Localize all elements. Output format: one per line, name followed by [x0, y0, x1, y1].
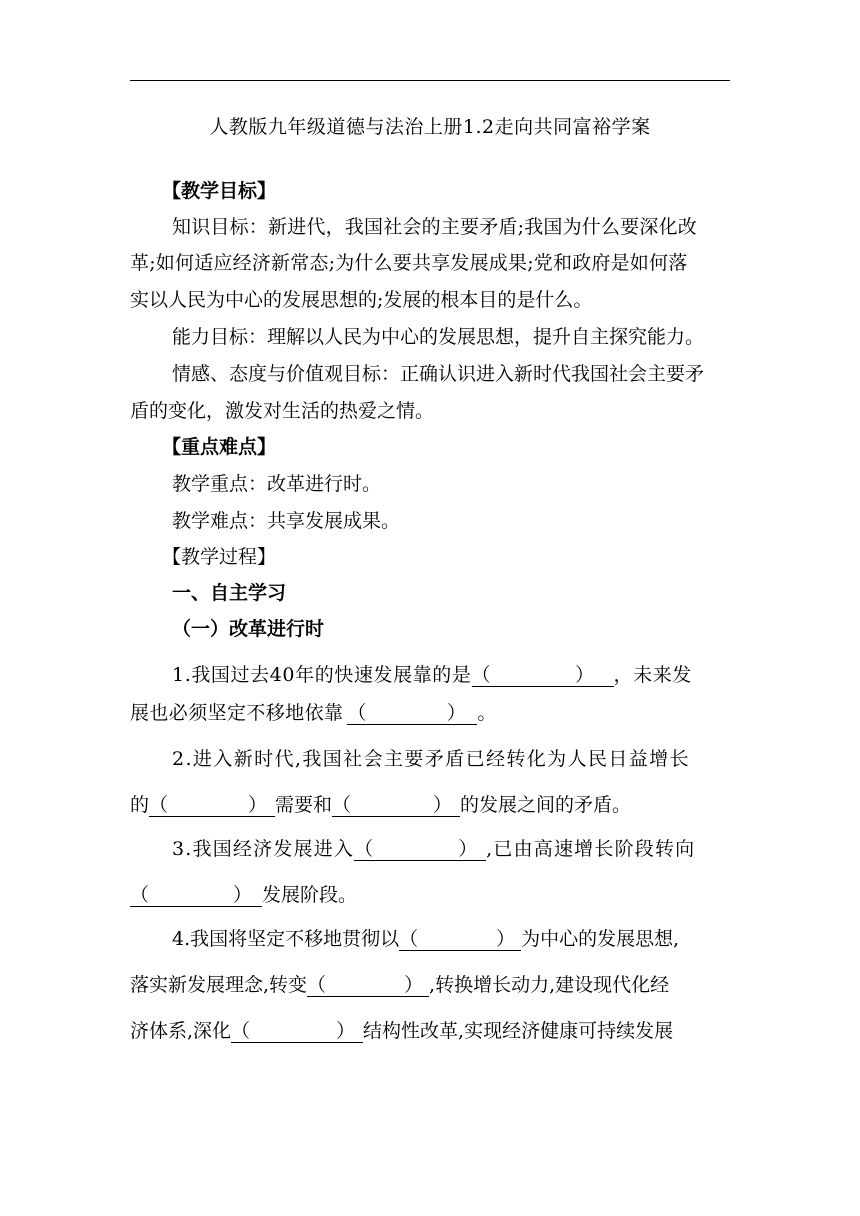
question-4-line-2: 落实新发展理念,转变（ ） ,转换增长动力,建设现代化经	[130, 974, 670, 996]
teaching-focus: 教学重点：改革进行时。	[172, 473, 382, 495]
emotion-objective-line-1: 情感、态度与价值观目标：正确认识进入新时代我国社会主要矛	[172, 363, 705, 385]
question-3-line-1: 3.我国经济发展进入（ ） ,已由高速增长阶段转向	[172, 838, 696, 860]
question-4-line-1: 4.我国将坚定不移地贯彻以（ ） 为中心的发展思想,	[172, 928, 680, 950]
answer-blank-q1-a[interactable]: （ ）	[472, 666, 614, 687]
key-points-heading: 【重点难点】	[162, 436, 277, 458]
knowledge-objective-line-2: 革;如何适应经济新常态;为什么要共享发展成果;党和政府是如何落	[130, 252, 688, 274]
subsection-reform: （一）改革进行时	[172, 618, 325, 640]
answer-blank-q3-b[interactable]: （ ）	[130, 886, 262, 907]
knowledge-objective-line-3: 实以人民为中心的发展思想的;发展的根本目的是什么。	[130, 289, 593, 311]
objectives-heading: 【教学目标】	[162, 180, 277, 202]
question-4-line-3: 济体系,深化（ ） 结构性改革,实现经济健康可持续发展	[130, 1020, 674, 1042]
answer-blank-q1-b[interactable]: （ ）	[347, 704, 477, 725]
ability-objective: 能力目标：理解以人民为中心的发展思想，提升自主探究能力。	[172, 326, 705, 348]
question-1-line-1: 1.我国过去40年的快速发展靠的是（ ） ，未来发	[172, 664, 692, 686]
question-2-line-1: 2.进入新时代,我国社会主要矛盾已经转化为人民日益增长	[172, 748, 690, 770]
answer-blank-q4-a[interactable]: （ ）	[399, 930, 521, 951]
question-1-line-2: 展也必须坚定不移地依靠 （ ） 。	[130, 702, 497, 724]
document-title: 人教版九年级道德与法治上册1.2走向共同富裕学案	[209, 116, 651, 138]
answer-blank-q2-a[interactable]: （ ）	[149, 796, 275, 817]
answer-blank-q4-c[interactable]: （ ）	[231, 1022, 363, 1043]
process-heading: 【教学过程】	[162, 546, 277, 568]
section-self-study: 一、自主学习	[172, 582, 287, 604]
header-rule	[130, 80, 730, 81]
answer-blank-q4-b[interactable]: （ ）	[307, 976, 429, 997]
answer-blank-q3-a[interactable]: （ ）	[354, 840, 486, 861]
emotion-objective-line-2: 盾的变化，激发对生活的热爱之情。	[130, 400, 435, 422]
knowledge-objective-line-1: 知识目标：新进代，我国社会的主要矛盾;我国为什么要深化改	[172, 216, 698, 238]
teaching-difficulty: 教学难点：共享发展成果。	[172, 510, 401, 532]
answer-blank-q2-b[interactable]: （ ）	[332, 796, 460, 817]
question-2-line-2: 的（ ） 需要和（ ） 的发展之间的矛盾。	[130, 794, 632, 816]
question-3-line-2: （ ） 发展阶段。	[130, 884, 358, 906]
